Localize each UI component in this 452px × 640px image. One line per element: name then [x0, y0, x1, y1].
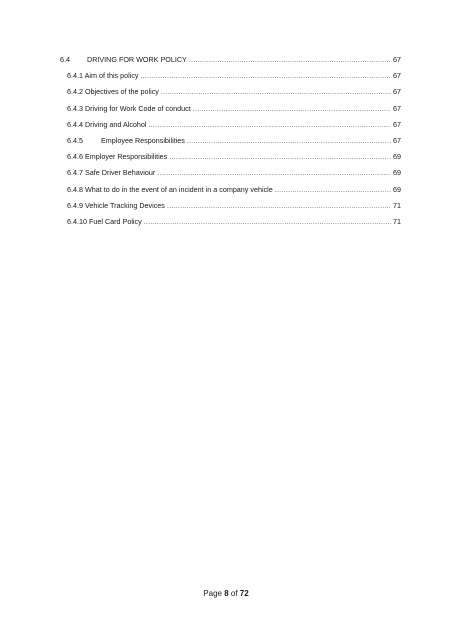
page-footer — [0, 589, 452, 598]
toc-entry-page: 71 — [393, 200, 401, 210]
toc-entry-page: 67 — [393, 119, 401, 129]
toc-entry-aim-of-policy[interactable] — [60, 68, 401, 84]
toc-entry-page: 69 — [393, 168, 401, 178]
toc-entry-page: 67 — [393, 103, 401, 113]
toc-entry-page: 67 — [393, 71, 401, 81]
total-pages-number: 72 — [239, 589, 249, 598]
toc-entry-employer-responsibilities[interactable] — [60, 149, 401, 165]
toc-entry-title: 6.4.2 Objectives of the policy — [67, 87, 159, 97]
toc-entry-title: 6.4.8 What to do in the event of an incident in a company vehicle — [67, 184, 273, 194]
toc-entry-page: 67 — [393, 135, 401, 145]
toc-entry-title: 6.4.3 Driving for Work Code of conduct — [67, 103, 191, 113]
dot-leader — [144, 214, 391, 230]
dot-leader — [169, 149, 391, 165]
toc-entry-fuel-card-policy[interactable] — [60, 214, 401, 230]
toc-entry-page: 69 — [393, 184, 401, 194]
toc-entry-page: 69 — [393, 152, 401, 162]
dot-leader — [193, 101, 391, 117]
toc-entry-title: DRIVING FOR WORK POLICY — [87, 55, 187, 64]
toc-entry-driving-for-work-policy[interactable] — [60, 52, 401, 68]
toc-entry-safe-driver-behaviour[interactable] — [60, 165, 401, 181]
toc-entry-objectives[interactable] — [60, 84, 401, 100]
toc-entry-number: 6.4 — [60, 55, 70, 64]
toc-entry-vehicle-tracking-devices[interactable] — [60, 198, 401, 214]
toc-entry-title: 6.4.9 Vehicle Tracking Devices — [67, 200, 165, 210]
toc-entry-title: 6.4.10 Fuel Card Policy — [67, 216, 142, 226]
dot-leader — [149, 117, 391, 133]
toc-entry-employee-responsibilities[interactable] — [60, 133, 401, 149]
toc-entry-page: 67 — [393, 87, 401, 97]
toc-entry-page: 71 — [393, 216, 401, 226]
dot-leader — [167, 198, 391, 214]
toc-entry-title: 6.4.4 Driving and Alcohol — [67, 119, 147, 129]
dot-leader — [275, 182, 391, 198]
toc-entry-title: 6.4.1 Aim of this policy — [67, 71, 139, 81]
toc-entry-page: 67 — [393, 55, 401, 64]
current-page-number: 8 — [224, 589, 229, 598]
table-of-contents — [60, 52, 401, 230]
dot-leader — [161, 84, 391, 100]
page-label: Page — [203, 589, 222, 598]
toc-entry-driving-and-alcohol[interactable] — [60, 117, 401, 133]
toc-entry-code-of-conduct[interactable] — [60, 101, 401, 117]
of-label: of — [230, 589, 238, 598]
toc-entry-incident-in-company-vehicle[interactable] — [60, 182, 401, 198]
dot-leader — [189, 52, 391, 68]
toc-entry-title: 6.4.6 Employer Responsibilities — [67, 152, 168, 162]
dot-leader — [187, 133, 391, 149]
dot-leader — [141, 68, 391, 84]
toc-entry-number: 6.4.5 — [67, 135, 83, 145]
toc-entry-title: Employee Responsibilities — [101, 135, 185, 145]
dot-leader — [157, 165, 391, 181]
toc-entry-title: 6.4.7 Safe Driver Behaviour — [67, 168, 156, 178]
